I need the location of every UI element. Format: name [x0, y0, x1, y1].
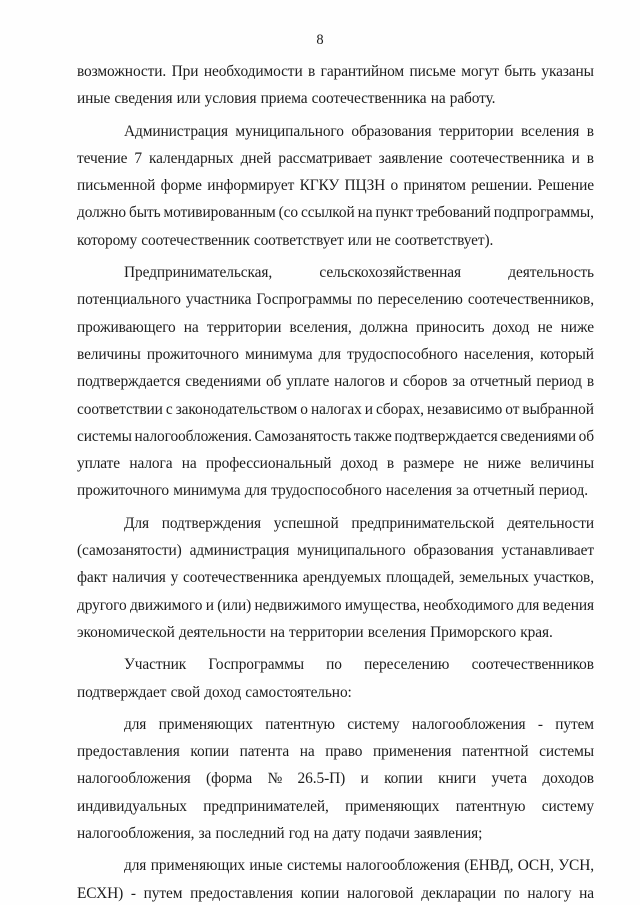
- text-line: Для подтверждения успешной предпринимательской деятельности: [124, 514, 594, 532]
- text-line: возможности. При необходимости в гарантийном письме могут быть указаны: [77, 63, 594, 80]
- text-line: факт наличия у соотечественника арендуемых площадей, земельных участков,: [77, 569, 594, 587]
- page-number: 8: [316, 32, 324, 48]
- text-line: для применяющих иные системы налогообложения (ЕНВД, ОСН, УСН,: [124, 857, 594, 875]
- text-line: течение 7 календарных дней рассматривает заявление соотечественника и в: [77, 149, 594, 167]
- text-line: прожиточного минимума для трудоспособного населения за отчетный период.: [77, 482, 588, 500]
- text-line: предоставления копии патента на право применения патентной системы: [77, 743, 594, 761]
- text-line: уплате налога на профессиональный доход в размере не ниже величины: [77, 455, 594, 473]
- paragraph: [77, 711, 594, 847]
- text-line: иные сведения или условия приема соотечественника на работу.: [77, 90, 496, 108]
- text-line: которому соотечественник соответствует или не соответствует).: [77, 231, 494, 249]
- paragraph: [77, 259, 594, 505]
- text-line: для применяющих патентную систему налогообложения - путем: [124, 715, 594, 733]
- text-line: Предпринимательская, сельскохозяйственная деятельность: [124, 264, 594, 282]
- paragraph: [77, 118, 594, 254]
- text-line: другого движимого и (или) недвижимого имущества, необходимого для ведения: [77, 596, 594, 614]
- text-line: системы налогообложения. Самозанятость также подтверждается сведениями об: [77, 427, 594, 445]
- text-line: экономической деятельности на территории вселения Приморского края.: [77, 623, 553, 641]
- text-line: величины прожиточного минимума для трудоспособного населения, который: [77, 345, 594, 363]
- text-line: письменной форме информирует КГКУ ПЦЗН о принятом решении. Решение: [77, 177, 594, 195]
- paragraph: [77, 651, 594, 706]
- text-line: Участник Госпрограммы по переселению соотечественников: [124, 656, 594, 674]
- text-line: подтверждается сведениями об уплате налогов и сборов за отчетный период в: [77, 373, 594, 391]
- body-text: [77, 58, 594, 907]
- text-line: подтверждает свой доход самостоятельно:: [77, 683, 352, 701]
- text-line: потенциального участника Госпрограммы по переселению соотечественников,: [77, 291, 594, 309]
- paragraph: [77, 58, 594, 113]
- paragraph: [77, 852, 594, 907]
- text-line: Администрация муниципального образования территории вселения в: [124, 122, 594, 140]
- paragraph: [77, 510, 594, 646]
- text-line: соответствии с законодательством о налогах и сборах, независимо от выбранной: [77, 400, 594, 418]
- text-line: налогообложения, за последний год на дату подачи заявления;: [77, 825, 483, 843]
- text-line: индивидуальных предпринимателей, применяющих патентную систему: [77, 797, 594, 815]
- text-line: проживающего на территории вселения, должна приносить доход не ниже: [77, 318, 594, 336]
- text-line: должно быть мотивированным (со ссылкой на пункт требований подпрограммы,: [77, 204, 594, 222]
- text-line: (самозанятости) администрация муниципального образования устанавливает: [77, 542, 594, 560]
- text-line: ЕСХН) - путем предоставления копии налоговой декларации по налогу на: [77, 884, 594, 902]
- text-line: налогообложения (форма № 26.5-П) и копии книги учета доходов: [77, 770, 594, 788]
